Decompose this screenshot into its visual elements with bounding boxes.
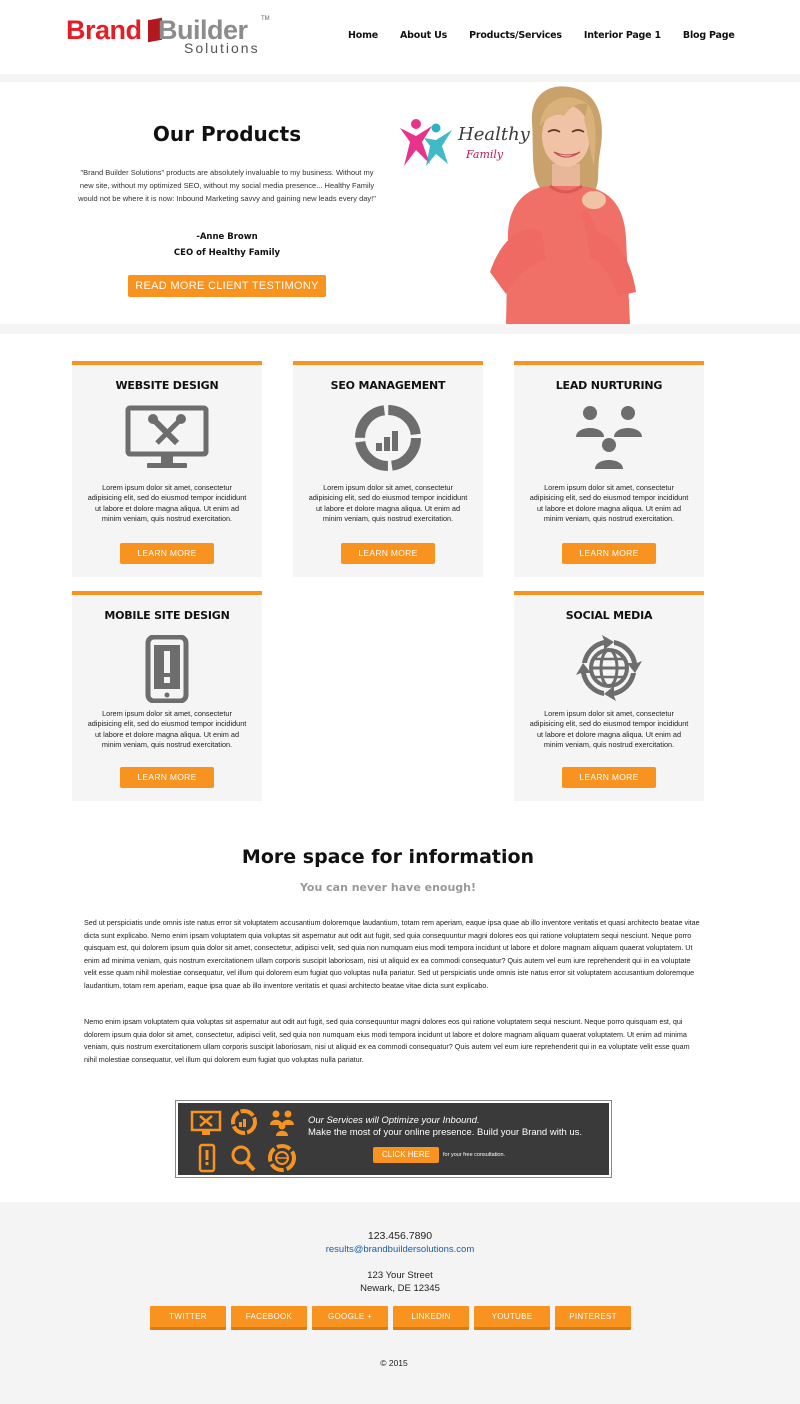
service-title: MOBILE SITE DESIGN [104,609,230,622]
service-card-seo-management [293,361,483,577]
learn-more-button[interactable]: LEARN MORE [341,543,435,564]
social-links [150,1306,636,1330]
pinterest-button[interactable]: PINTEREST [555,1306,631,1330]
learn-more-button[interactable]: LEARN MORE [120,543,214,564]
client-logo-text: Healthy [458,124,530,145]
testimonial-author [77,229,377,261]
logo-builder-text: Builder [158,15,248,45]
testimonial-quote: "Brand Builder Solutions" products are absolutely invaluable to my business. Without my new site, without my optimized SEO, without my social media presence... Healthy Family would not be where it is now: Inbound Marketing savvy and gaining new leads every day!" [78,168,376,203]
logo-solutions-text: Solutions [184,40,260,56]
banner-note: for your free consultation. [443,1152,506,1158]
banner-monitor-icon [192,1112,220,1135]
healthy-family-figures-icon [396,116,460,172]
info-paragraph-1: Sed ut perspiciatis unde omnis iste natus error sit voluptatem accusantium doloremque laudantium, totam rem aperiam, eaque ipsa quae ab illo inventore veritatis et quasi architecto beatae vitae dicta sunt explicabo. Nemo enim ipsam voluptatem quia voluptas sit aspernatur aut odit aut fugit, sed quia consequuntur magni dolores eos qui ratione voluptatem sequi nesciunt. Neque porro quisquam est, qui dolorem ipsum quia dolor sit amet, consectetur, adipisci velit, sed quia non numquam eius modi tempora incidunt ut labore et dolore magnam aliquam quaerat voluptatem. Ut enim ad minima veniam, quis nostrum exercitationem ullam corporis suscipit laboriosam, nisi ut aliquid ex ea commodi consequatur? Quis autem vel eum iure reprehenderit qui in ea voluptate velit esse quam nihil molestiae consequatur, vel illum qui dolorem eum fugiat quo voluptas nulla pariatur. Sed ut perspiciatis unde omnis iste natus error sit voluptatem accusantium doloremque laudantium, totam rem aperiam, eaque ipsa quae ab illo inventore veritatis et quasi architecto beatae vitae dicta sunt explicabo. [84,918,700,990]
nav-blog-page[interactable]: Blog Page [682,30,735,41]
mobile-alert-icon [145,635,189,703]
service-title: LEAD NURTURING [555,379,663,392]
service-description: Lorem ipsum dolor sit amet, consectetur adipisicing elit, sed do eiusmod tempor incididunt ut labore et dolore magna aliqua. Ut enim ad minim veniam, quis nostrud exercitation. [308,483,468,523]
service-description: Lorem ipsum dolor sit amet, consectetur adipisicing elit, sed do eiusmod tempor incididunt ut labore et dolore magna aliqua. Ut enim ad minim veniam, quis nostrud exercitation. [87,483,247,523]
footer-city: Newark, DE 12345 [360,1283,440,1294]
brand-logo[interactable] [66,14,276,56]
twitter-button[interactable]: TWITTER [150,1306,226,1330]
banner-seo-icon [233,1111,255,1133]
service-card-mobile-site-design [72,591,262,801]
banner-service-icons [188,1109,300,1173]
learn-more-button[interactable]: LEARN MORE [562,767,656,788]
info-paragraph-2: Nemo enim ipsam voluptatem quia voluptas sit aspernatur aut odit aut fugit, sed quia consequuntur magni dolores eos qui ratione voluptatem sequi nesciunt. Neque porro quisquam est, qui dolorem ipsum quia dolor sit amet, consectetur, adipisci velit, sed quia non numquam eius modi tempora incidunt ut labore et dolore magnam aliquam quaerat voluptatem. Ut enim ad minima veniam, quis nostrum exercitationem ullam corporis suscipit laboriosam, nisi ut aliquid ex ea commodi consequatur? Quis autem vel eum iure reprehenderit qui in ea voluptate velit esse quam nihil molestiae consequatur, vel illum qui dolorem eum fugiat quo voluptas nulla pariatur. [84,1017,690,1064]
click-here-button[interactable]: CLICK HERE [373,1147,439,1163]
globe-arrows-icon [574,633,644,703]
copyright: © 2015 [380,1358,408,1368]
youtube-button[interactable]: YOUTUBE [474,1306,550,1330]
hero-title: Our Products [152,122,302,146]
read-testimony-button[interactable]: READ MORE CLIENT TESTIMONY [128,275,326,297]
footer-street: 123 Your Street [367,1270,433,1281]
banner-search-icon [233,1147,254,1170]
service-description: Lorem ipsum dolor sit amet, consectetur adipisicing elit, sed do eiusmod tempor incididunt ut labore et dolore magna aliqua. Ut enim ad minim veniam, quis nostrud exercitation. [529,709,689,749]
banner-subline: Make the most of your online presence. Build your Brand with us. [308,1127,583,1138]
facebook-button[interactable]: FACEBOOK [231,1306,307,1330]
nav-home[interactable]: Home [348,30,379,41]
banner-headline: Our Services will Optimize your Inbound. [308,1115,480,1126]
service-title: WEBSITE DESIGN [115,379,219,392]
author-title: CEO of Healthy Family [173,248,281,258]
client-photo [490,82,646,324]
info-title: More space for information [241,846,535,868]
banner-people-icon [270,1111,294,1137]
google-plus-button[interactable]: GOOGLE + [312,1306,388,1330]
nav-products-services[interactable]: Products/Services [469,30,562,41]
service-description: Lorem ipsum dolor sit amet, consectetur adipisicing elit, sed do eiusmod tempor incididunt ut labore et dolore magna aliqua. Ut enim ad minim veniam, quis nostrud exercitation. [87,709,247,749]
nav-about-us[interactable]: About Us [400,30,448,41]
monitor-tools-icon [125,405,209,471]
service-title: SEO MANAGEMENT [330,379,446,392]
banner-mobile-icon [200,1145,214,1171]
logo-trademark: TM [261,16,270,22]
banner-globe-icon [270,1146,294,1170]
services-banner[interactable] [176,1101,611,1177]
logo-brand-text: Brand [66,15,142,45]
nav-interior-page-1[interactable]: Interior Page 1 [583,30,661,41]
service-card-lead-nurturing [514,361,704,577]
site-footer [0,1202,800,1404]
footer-phone[interactable]: 123.456.7890 [367,1230,433,1242]
seo-chart-icon [355,405,421,471]
service-title: SOCIAL MEDIA [565,609,653,622]
learn-more-button[interactable]: LEARN MORE [120,767,214,788]
people-group-icon [574,405,644,471]
info-subtitle: You can never have enough! [299,881,477,894]
client-logo-subtext: Family [466,148,504,161]
site-header [0,0,800,74]
learn-more-button[interactable]: LEARN MORE [562,543,656,564]
footer-email[interactable]: results@brandbuildersolutions.com [325,1244,475,1255]
service-description: Lorem ipsum dolor sit amet, consectetur adipisicing elit, sed do eiusmod tempor incididunt ut labore et dolore magna aliqua. Ut enim ad minim veniam, quis nostrud exercitation. [529,483,689,523]
linkedin-button[interactable]: LINKEDIN [393,1306,469,1330]
service-card-website-design [72,361,262,577]
main-nav [348,30,757,41]
author-name: -Anne Brown [196,232,258,242]
service-card-social-media [514,591,704,801]
